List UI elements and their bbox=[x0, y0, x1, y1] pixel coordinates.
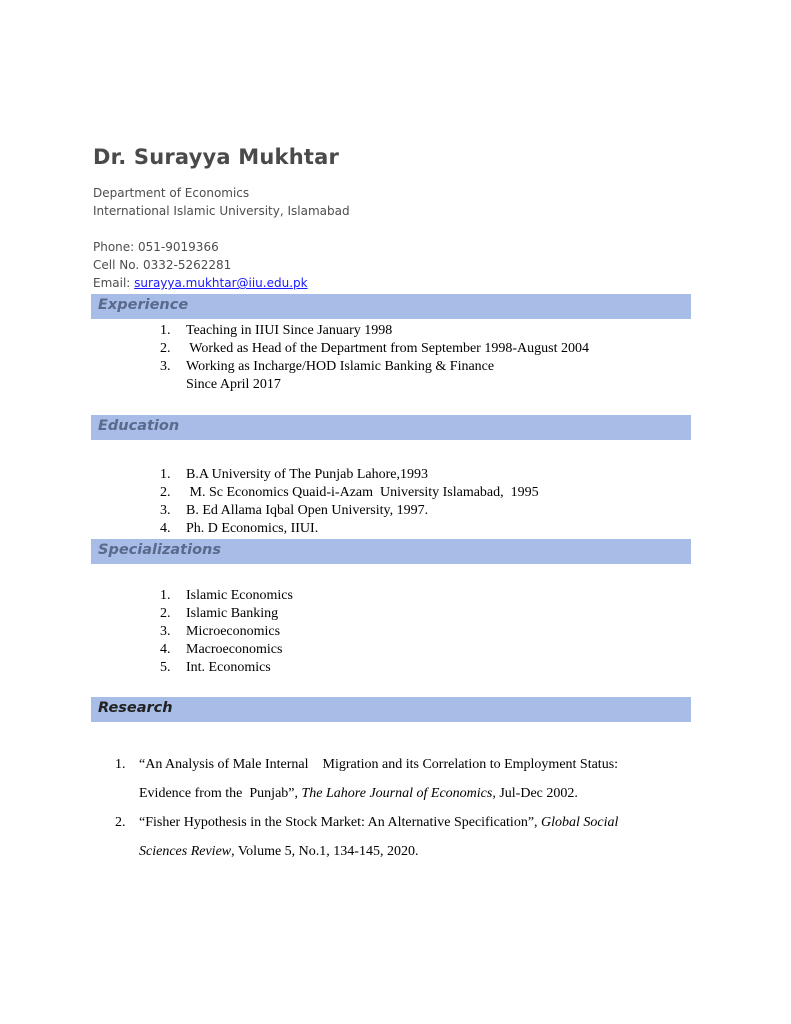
section-title-education: Education bbox=[98, 418, 180, 434]
list-item bbox=[160, 641, 293, 659]
list-number: 2. bbox=[160, 485, 171, 500]
list-item bbox=[160, 466, 539, 484]
list-text: Worked as Head of the Department from September 1998-August 2004 bbox=[186, 341, 589, 356]
list-number: 2. bbox=[115, 815, 126, 830]
research-details: Jul-Dec 2002. bbox=[495, 786, 578, 801]
list-number: 3. bbox=[160, 359, 171, 374]
list-item bbox=[160, 322, 589, 340]
list-text: Teaching in IIUI Since January 1998 bbox=[186, 323, 393, 338]
research-details: , Volume 5, No.1, 134-145, 2020. bbox=[231, 844, 419, 859]
research-text bbox=[139, 750, 618, 808]
list-number: 2. bbox=[160, 341, 171, 356]
journal-name: The Lahore Journal of Economics, bbox=[301, 786, 496, 801]
email-line bbox=[93, 274, 308, 292]
journal-name-cont: Sciences Review bbox=[139, 844, 232, 859]
list-number: 3. bbox=[160, 624, 171, 639]
section-experience bbox=[91, 294, 691, 319]
research-text bbox=[139, 808, 618, 866]
list-item bbox=[160, 484, 539, 502]
list-number: 4. bbox=[160, 642, 171, 657]
list-text: Ph. D Economics, IIUI. bbox=[186, 521, 319, 536]
list-number: 1. bbox=[160, 323, 171, 338]
research-item bbox=[115, 750, 695, 808]
list-item bbox=[160, 659, 293, 677]
list-text: Microeconomics bbox=[186, 624, 281, 639]
contact-block bbox=[93, 184, 350, 220]
research-title-cont: Evidence from the Punjab”, bbox=[139, 786, 302, 801]
list-text: B.A University of The Punjab Lahore,1993 bbox=[186, 467, 428, 482]
list-item bbox=[160, 502, 539, 520]
list-item bbox=[160, 520, 539, 538]
section-specializations bbox=[91, 539, 691, 564]
list-item bbox=[160, 358, 589, 394]
list-text: B. Ed Allama Iqbal Open University, 1997. bbox=[186, 503, 429, 518]
phone-text: Phone: 051-9019366 bbox=[93, 240, 219, 254]
university-text: International Islamic University, Islamabad bbox=[93, 204, 350, 218]
research-list bbox=[115, 750, 695, 866]
list-number: 1. bbox=[115, 757, 126, 772]
list-number: 1. bbox=[160, 467, 171, 482]
section-research bbox=[91, 697, 691, 722]
email-label: Email: bbox=[93, 276, 135, 290]
research-item bbox=[115, 808, 695, 866]
cell-text: Cell No. 0332-5262281 bbox=[93, 258, 232, 272]
department-text: Department of Economics bbox=[93, 186, 250, 200]
list-text: Macroeconomics bbox=[186, 642, 283, 657]
specializations-list bbox=[160, 587, 293, 677]
research-title: “Fisher Hypothesis in the Stock Market: An Alternative Specification”, bbox=[139, 815, 542, 830]
list-text: Islamic Economics bbox=[186, 588, 293, 603]
education-list bbox=[160, 466, 539, 538]
list-number: 5. bbox=[160, 660, 171, 675]
list-text: M. Sc Economics Quaid-i-Azam University Islamabad, 1995 bbox=[186, 485, 539, 500]
list-number: 2. bbox=[160, 606, 171, 621]
section-title-specializations: Specializations bbox=[98, 542, 221, 558]
research-title: “An Analysis of Male Internal Migration and its Correlation to Employment Status: bbox=[139, 757, 619, 772]
list-text: Islamic Banking bbox=[186, 606, 279, 621]
list-number: 3. bbox=[160, 503, 171, 518]
list-number: 4. bbox=[160, 521, 171, 536]
list-text: Int. Economics bbox=[186, 660, 271, 675]
list-text bbox=[186, 358, 494, 394]
phone-block bbox=[93, 238, 308, 292]
email-link[interactable]: surayya.mukhtar@iiu.edu.pk bbox=[134, 276, 308, 290]
list-item bbox=[160, 623, 293, 641]
section-title-experience: Experience bbox=[98, 297, 189, 313]
person-name: Dr. Surayya Mukhtar bbox=[93, 145, 340, 169]
list-number: 1. bbox=[160, 588, 171, 603]
list-text-line1: Working as Incharge/HOD Islamic Banking & Finance bbox=[186, 359, 495, 374]
list-item bbox=[160, 605, 293, 623]
list-item bbox=[160, 587, 293, 605]
section-title-research: Research bbox=[98, 700, 173, 716]
experience-list bbox=[160, 322, 589, 394]
section-education bbox=[91, 415, 691, 440]
list-text-line2: Since April 2017 bbox=[186, 377, 281, 392]
list-item bbox=[160, 340, 589, 358]
journal-name: Global Social bbox=[541, 815, 619, 830]
